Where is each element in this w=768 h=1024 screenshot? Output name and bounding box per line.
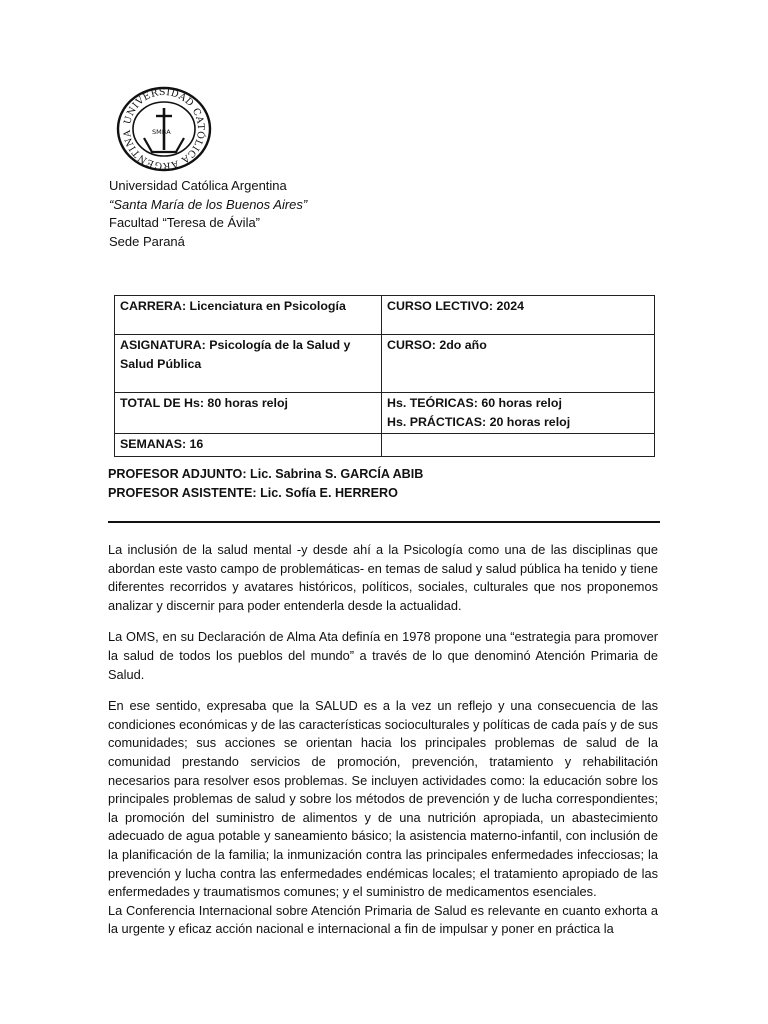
svg-text:SMBA: SMBA [152,128,171,136]
campus-name: Sede Paraná [109,233,185,249]
paragraph: La Conferencia Internacional sobre Atención Primaria de Salud es relevante en cuanto exhorta a la urgente y eficaz acción nacional e internacional a fin de impulsar y poner en práctica la [108,902,658,937]
section-divider [108,521,660,523]
university-seal-logo [116,86,212,172]
faculty-name: Facultad “Teresa de Ávila” [109,215,261,231]
table-row [115,393,655,434]
paragraph: La OMS, en su Declaración de Alma Ata definía en 1978 propone una “estrategia para promover la salud de todos los pueblos del mundo” a través de lo que denominó Atención Primaria de Salud. [108,629,658,682]
university-name: Universidad Católica Argentina [109,178,287,193]
course-info-table [114,295,655,457]
adjunct-professor: PROFESOR ADJUNTO: Lic. Sabrina S. GARCÍA ABIB [108,467,424,481]
weeks-cell: SEMANAS: 16 [115,434,382,457]
paragraph: La inclusión de la salud mental -y desde ahí a la Psicología como una de las disciplinas que abordan este vasto campo de problemáticas- en temas de salud y salud pública ha tenido y tiene diferentes recorridos y avatares históricos, políticos, sociales, culturales que nos proponemos analizar y discernir para poder entenderla desde la actualidad. [108,542,658,613]
table-row [115,335,655,393]
table-row [115,296,655,335]
teaching-staff [108,465,423,502]
practical-hours: Hs. PRÁCTICAS: 20 horas reloj [387,414,571,429]
hours-breakdown-cell [382,393,655,434]
academic-year-cell: CURSO LECTIVO: 2024 [382,296,655,335]
course-year-cell: CURSO: 2do año [382,335,655,393]
body-text [108,541,658,952]
university-motto: “Santa María de los Buenos Aires” [109,196,308,212]
subject-cell: ASIGNATURA: Psicología de la Salud y Salud Pública [115,335,382,393]
career-cell: CARRERA: Licenciatura en Psicología [115,296,382,335]
paragraph: En ese sentido, expresaba que la SALUD es a la vez un reflejo y una consecuencia de las condiciones económicas y de las características socioculturales y políticas de cada país y de sus comunidades; sus acciones se orientan hacia los principales problemas de salud de la comunidad prestando servicios de promoción, prevención, tratamiento y rehabilitación necesarios para resolver esos problemas. Se incluyen actividades como: la educación sobre los principales problemas de salud y sobre los métodos de prevención y de lucha correspondientes; la promoción del suministro de alimentos y de una nutrición apropiada, un abastecimiento adecuado de agua potable y saneamiento básico; la asistencia materno-infantil, con inclusión de la planificación de la familia; la inmunización contra las principales enfermedades infecciosas; la prevención y lucha contra las enfermedades endémicas locales; el tratamiento apropiado de las enfermedades y traumatismos comunes; y el suministro de medicamentos esenciales. [108,698,658,900]
total-hours-cell: TOTAL DE Hs: 80 horas reloj [115,393,382,434]
institution-header [109,177,307,251]
empty-cell [382,434,655,457]
table-row [115,434,655,457]
svg-text:UNIVERSIDAD CATÓLICA ARGENTINA: UNIVERSIDAD CATÓLICA ARGENTINA [121,86,207,172]
assistant-professor: PROFESOR ASISTENTE: Lic. Sofía E. HERRERO [108,485,398,500]
theoretical-hours: Hs. TEÓRICAS: 60 horas reloj [387,396,562,410]
